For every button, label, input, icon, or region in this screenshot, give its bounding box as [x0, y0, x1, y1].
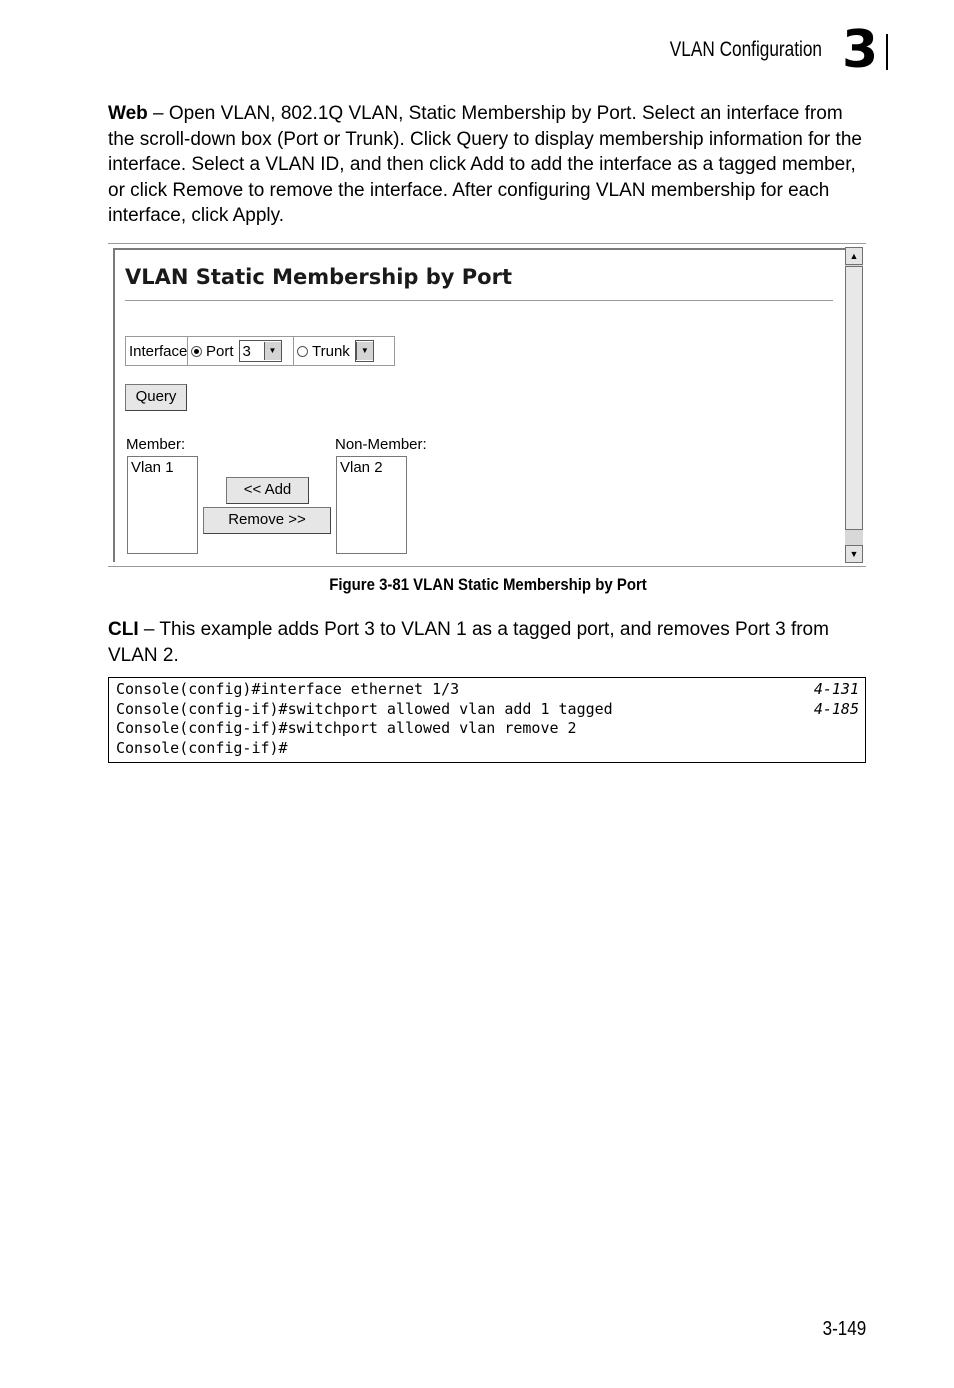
interface-label: Interface — [126, 337, 188, 365]
chevron-down-icon[interactable]: ▼ — [356, 342, 373, 360]
non-member-list[interactable] — [336, 456, 407, 554]
chevron-down-icon[interactable]: ▼ — [264, 342, 281, 360]
web-text: – Open VLAN, 802.1Q VLAN, Static Membership by Port. Select an interface from the scroll-down box (Port or Trunk). Click Query to display membership information for the interface. Select a VLAN ID, and then click Add to add the interface as a tagged member, or click Remove to remove the interface. After configuring VLAN membership for each interface, click Apply. — [108, 103, 862, 226]
page-number: 3-149 — [822, 1318, 866, 1340]
add-button[interactable]: << Add — [226, 477, 309, 504]
cli-paragraph — [108, 617, 868, 668]
port-select-value: 3 — [242, 342, 251, 360]
chapter-divider — [886, 34, 888, 70]
trunk-select[interactable] — [355, 340, 374, 362]
scroll-thumb[interactable] — [845, 266, 863, 530]
member-list[interactable] — [127, 456, 198, 554]
code-line: Console(config)#interface ethernet 1/3 — [116, 680, 460, 698]
title-rule — [125, 300, 833, 301]
scroll-down-icon[interactable]: ▼ — [845, 545, 863, 563]
chapter-number: 3 — [842, 20, 879, 80]
trunk-option[interactable] — [294, 337, 394, 365]
cli-text: – This example adds Port 3 to VLAN 1 as a tagged port, and removes Port 3 from VLAN 2. — [108, 619, 829, 666]
figure-caption: Figure 3-81 VLAN Static Membership by Port — [329, 575, 647, 594]
non-member-label: Non-Member: — [335, 436, 427, 453]
trunk-option-label: Trunk — [312, 342, 350, 360]
interface-selector — [125, 336, 395, 366]
code-line: Console(config-if)# — [116, 738, 288, 757]
window-title: VLAN Static Membership by Port — [125, 265, 512, 289]
code-reference: 4-185 — [813, 699, 859, 718]
scroll-up-icon[interactable]: ▲ — [845, 247, 863, 265]
code-line: Console(config-if)#switchport allowed vlan add 1 tagged — [116, 699, 613, 718]
web-lead: Web — [108, 103, 148, 124]
port-radio-icon[interactable] — [191, 346, 202, 357]
section-title: VLAN Configuration — [669, 38, 822, 61]
port-option[interactable] — [188, 337, 294, 365]
code-reference: 4-131 — [813, 680, 859, 698]
cli-lead: CLI — [108, 619, 139, 640]
trunk-radio-icon[interactable] — [297, 346, 308, 357]
vertical-scrollbar[interactable] — [845, 247, 863, 563]
member-label: Member: — [126, 436, 186, 453]
port-select[interactable] — [239, 340, 282, 362]
list-item[interactable]: Vlan 1 — [131, 459, 174, 476]
list-item[interactable]: Vlan 2 — [340, 459, 383, 476]
code-block — [108, 677, 866, 763]
port-option-label: Port — [206, 342, 234, 360]
query-button[interactable]: Query — [125, 384, 187, 411]
code-line: Console(config-if)#switchport allowed vlan remove 2 — [116, 719, 577, 737]
remove-button[interactable]: Remove >> — [203, 507, 331, 534]
web-paragraph — [108, 101, 868, 229]
